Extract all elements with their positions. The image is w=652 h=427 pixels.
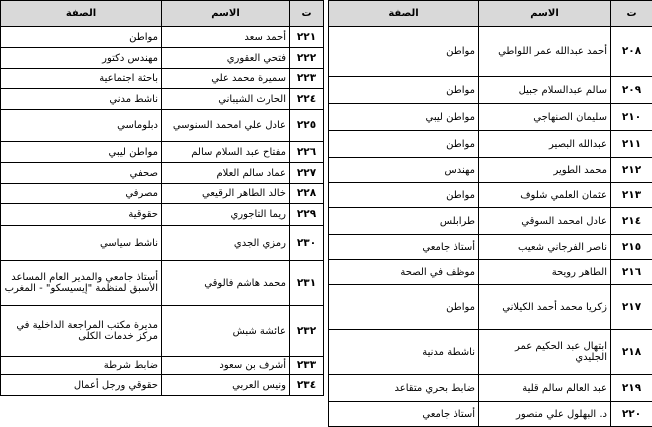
row-name: سليمان الصنهاجي	[479, 104, 611, 131]
row-role: ضابط بحري متقاعد	[329, 375, 479, 402]
row-role: مديرة مكتب المراجعة الداخلية في مركز خدمات الكلى	[1, 306, 162, 357]
table-row	[1, 204, 324, 226]
row-role: مواطن	[329, 183, 479, 208]
header-name: الاسم	[162, 1, 290, 27]
row-number: ٢٢٦	[290, 142, 324, 163]
signatories-table-left	[0, 0, 324, 396]
table-row	[329, 330, 652, 375]
row-name: عماد سالم العلام	[162, 163, 290, 184]
header-role: الصفة	[329, 1, 479, 27]
row-name: فتحي العقوري	[162, 48, 290, 69]
row-number: ٢١٠	[611, 104, 652, 131]
row-number: ٢٢٥	[290, 110, 324, 142]
table-row	[1, 89, 324, 110]
row-number: ٢١٦	[611, 260, 652, 285]
table-row	[329, 402, 652, 427]
row-role: مواطن ليبي	[1, 142, 162, 163]
row-number: ٢٢٠	[611, 402, 652, 427]
row-name: سميرة محمد علي	[162, 69, 290, 89]
table-row	[329, 260, 652, 285]
row-name: الطاهر رويحة	[479, 260, 611, 285]
row-name: ناصر الفرجاني شعيب	[479, 235, 611, 260]
row-role: مواطن	[329, 285, 479, 330]
row-name: عبد العالم سالم قلية	[479, 375, 611, 402]
row-number: ٢٣٣	[290, 357, 324, 375]
row-name: ريما التاجوري	[162, 204, 290, 226]
table-row	[1, 48, 324, 69]
table-row	[329, 104, 652, 131]
row-role: ناشط سياسي	[1, 226, 162, 261]
row-number: ٢٢٤	[290, 89, 324, 110]
row-name: رمزي الجدي	[162, 226, 290, 261]
table-row	[329, 375, 652, 402]
table-row	[329, 131, 652, 158]
header-role: الصفة	[1, 1, 162, 27]
row-number: ٢١٥	[611, 235, 652, 260]
row-number: ٢٢٧	[290, 163, 324, 184]
row-name: عادل امحمد السوقي	[479, 208, 611, 235]
table-row	[1, 375, 324, 396]
header-number: ت	[290, 1, 324, 27]
table-row	[1, 163, 324, 184]
row-role: أستاذ جامعي والمدير العام المساعد الأسبق لمنظمة "إيسيسكو" - المغرب	[1, 261, 162, 306]
row-number: ٢٢٢	[290, 48, 324, 69]
header-number: ت	[611, 1, 652, 27]
row-name: خالد الطاهر الرقيعي	[162, 184, 290, 204]
row-number: ٢٣٠	[290, 226, 324, 261]
row-role: مهندس دكتور	[1, 48, 162, 69]
row-number: ٢٢١	[290, 27, 324, 48]
table-header-row	[329, 1, 652, 27]
row-name: سالم عبدالسلام جبيل	[479, 77, 611, 104]
table-row	[1, 142, 324, 163]
row-role: مصرفي	[1, 184, 162, 204]
table-row	[329, 77, 652, 104]
row-number: ٢١٧	[611, 285, 652, 330]
row-role: أستاذ جامعي	[329, 235, 479, 260]
row-number: ٢١٣	[611, 183, 652, 208]
table-row	[329, 158, 652, 183]
row-name: عبدالله البصير	[479, 131, 611, 158]
row-role: دبلوماسي	[1, 110, 162, 142]
row-number: ٢٢٣	[290, 69, 324, 89]
row-name: ابتهال عبد الحكيم عمر الجليدي	[479, 330, 611, 375]
row-number: ٢٠٩	[611, 77, 652, 104]
row-name: عائشة شبش	[162, 306, 290, 357]
row-name: أحمد سعد	[162, 27, 290, 48]
row-role: صحفي	[1, 163, 162, 184]
row-number: ٢١٤	[611, 208, 652, 235]
table-row	[1, 226, 324, 261]
row-role: باحثة اجتماعية	[1, 69, 162, 89]
row-role: مواطن	[1, 27, 162, 48]
row-name: محمد الطوير	[479, 158, 611, 183]
table-row	[1, 69, 324, 89]
table-row	[329, 183, 652, 208]
row-name: عثمان العلمي شلوف	[479, 183, 611, 208]
row-number: ٢١٩	[611, 375, 652, 402]
row-number: ٢١١	[611, 131, 652, 158]
row-name: مفتاح عبد السلام سالم	[162, 142, 290, 163]
row-name: محمد هاشم فالوقي	[162, 261, 290, 306]
signatories-table-right	[328, 0, 652, 427]
table-row	[329, 285, 652, 330]
table-row	[1, 306, 324, 357]
table-row	[329, 27, 652, 77]
row-number: ٢١٢	[611, 158, 652, 183]
row-role: ناشطة مدنية	[329, 330, 479, 375]
row-role: موظف في الصحة	[329, 260, 479, 285]
row-role: أستاذ جامعي	[329, 402, 479, 427]
row-role: ناشط مدني	[1, 89, 162, 110]
row-role: مواطن ليبي	[329, 104, 479, 131]
row-name: عادل علي امحمد السنوسي	[162, 110, 290, 142]
row-role: طرابلس	[329, 208, 479, 235]
row-number: ٢٢٨	[290, 184, 324, 204]
row-name: الحارث الشيباني	[162, 89, 290, 110]
table-row	[1, 357, 324, 375]
row-name: زكريا محمد أحمد الكيلاني	[479, 285, 611, 330]
row-role: مهندس	[329, 158, 479, 183]
row-role: ضابط شرطة	[1, 357, 162, 375]
table-row	[1, 184, 324, 204]
row-number: ٢٢٩	[290, 204, 324, 226]
row-role: مواطن	[329, 131, 479, 158]
row-number: ٢٣٢	[290, 306, 324, 357]
row-role: حقوقي ورجل أعمال	[1, 375, 162, 396]
row-name: ونيس العربي	[162, 375, 290, 396]
row-name: د. البهلول علي منصور	[479, 402, 611, 427]
row-name: أشرف بن سعود	[162, 357, 290, 375]
table-row	[329, 235, 652, 260]
row-name: أحمد عبدالله عمر اللواطي	[479, 27, 611, 77]
row-number: ٢٣١	[290, 261, 324, 306]
header-name: الاسم	[479, 1, 611, 27]
table-row	[329, 208, 652, 235]
table-row	[1, 27, 324, 48]
table-row	[1, 110, 324, 142]
row-number: ٢١٨	[611, 330, 652, 375]
row-number: ٢٣٤	[290, 375, 324, 396]
row-role: مواطن	[329, 77, 479, 104]
table-row	[1, 261, 324, 306]
table-header-row	[1, 1, 324, 27]
row-role: مواطن	[329, 27, 479, 77]
row-role: حقوقية	[1, 204, 162, 226]
row-number: ٢٠٨	[611, 27, 652, 77]
